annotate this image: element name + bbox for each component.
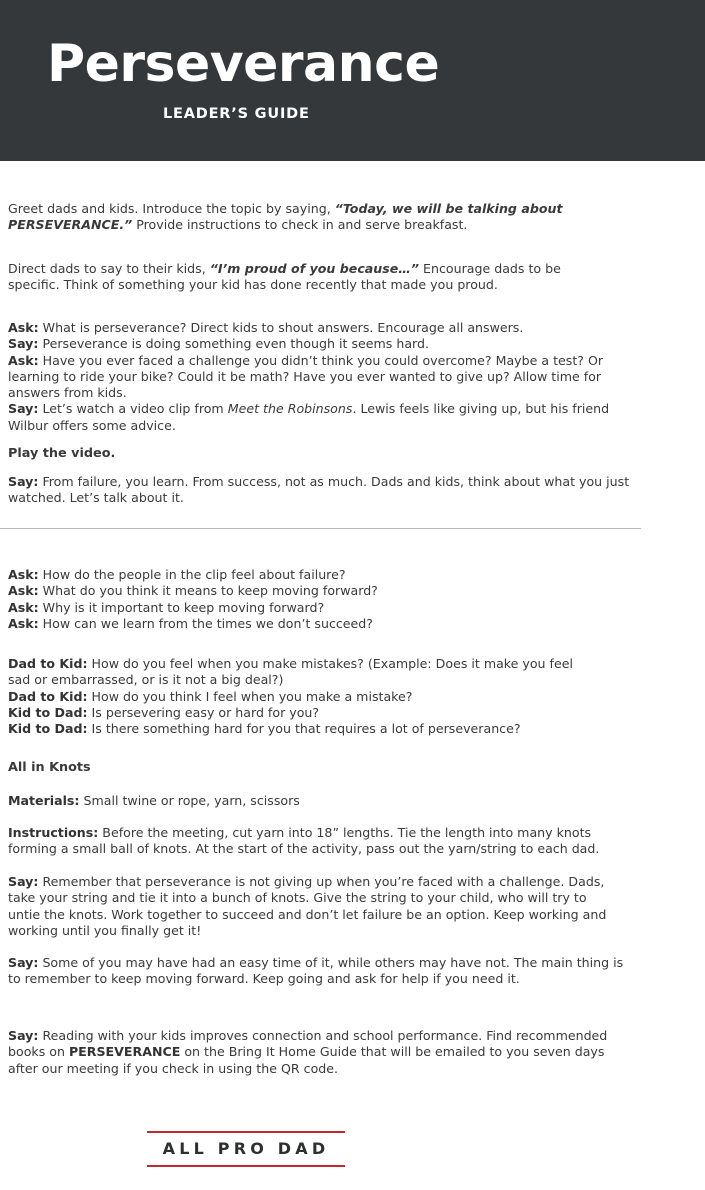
question-text: How do the people in the clip feel about failure? (38, 567, 346, 582)
say-text: Perseverance is doing something even though it seems hard. (38, 336, 429, 352)
say-label: Say: (8, 474, 39, 489)
ask-label: Ask: (8, 320, 39, 335)
ask-text-cont: answers from kids. (8, 385, 127, 401)
intro-text: Greet dads and kids. Introduce the topic by saying, (8, 201, 335, 216)
prompt-text: How do you think I feel when you make a mistake? (87, 688, 413, 704)
reading-text: Reading with your kids improves connection and school performance. Find recommended (38, 1028, 608, 1043)
say-label: Say: (8, 336, 39, 352)
intro-quote-topic: PERSEVERANCE.” (8, 217, 133, 233)
intro-paragraph (8, 201, 668, 234)
activity-title: All in Knots (8, 760, 91, 775)
ask-label: Ask: (8, 615, 39, 631)
say-text: Some of you may have had an easy time of it, while others may have not. The main thing is (38, 955, 624, 970)
logo-bottom-bar (147, 1165, 345, 1167)
header-banner (0, 0, 705, 161)
prompt-text: How do you feel when you make mistakes? (Example: Does it make you feel (87, 656, 573, 671)
proud-paragraph (8, 261, 668, 294)
say-text: From failure, you learn. From success, not as much. Dads and kids, think about what you just (38, 474, 630, 489)
say-label: Say: (8, 401, 39, 417)
instructions-label: Instructions: (8, 825, 99, 840)
proud-text-b: Encourage dads to be (419, 261, 561, 276)
section-divider (0, 528, 641, 529)
video-intro-block (8, 320, 668, 434)
reading-text-cont: after our meeting if you check in using the QR code. (8, 1060, 339, 1076)
ask-label: Ask: (8, 567, 39, 582)
say-text-cont: to remember to keep moving forward. Keep going and ask for help if you need it. (8, 971, 520, 987)
proud-text: Direct dads to say to their kids, (8, 261, 210, 276)
say-text: . Lewis feels like giving up, but his friend (352, 401, 610, 417)
prompt-text: Is persevering easy or hard for you? (87, 704, 320, 720)
say-text: Remember that perseverance is not giving up when you’re faced with a challenge. Dads, (38, 874, 605, 889)
materials-line (8, 793, 668, 809)
prompt-label: Dad to Kid: (8, 688, 88, 704)
prompt-text-cont: sad or embarrassed, or is it not a big deal?) (8, 672, 284, 688)
intro-quote: “Today, we will be talking about (334, 201, 563, 216)
activity-closing-paragraph (8, 955, 668, 988)
materials-text: Small twine or rope, yarn, scissors (79, 793, 300, 808)
ask-label: Ask: (8, 352, 39, 368)
reading-topic: PERSEVERANCE (68, 1044, 181, 1060)
prompt-label: Kid to Dad: (8, 721, 88, 737)
ask-label: Ask: (8, 583, 39, 599)
reading-text: books on (8, 1044, 69, 1060)
movie-title: Meet the Robinsons (227, 401, 353, 417)
all-pro-dad-logo (147, 1131, 345, 1167)
video-followup (8, 474, 668, 507)
say-label: Say: (8, 955, 39, 970)
materials-label: Materials: (8, 793, 80, 808)
logo-text: ALL PRO DAD (162, 1139, 330, 1158)
ask-label: Ask: (8, 599, 39, 615)
question-text: What do you think it means to keep moving forward? (38, 583, 378, 599)
prompt-text: Is there something hard for you that requires a lot of perseverance? (87, 721, 521, 737)
question-text: Why is it important to keep moving forward? (38, 599, 325, 615)
say-label: Say: (8, 874, 39, 889)
say-text-cont: watched. Let’s talk about it. (8, 490, 184, 506)
play-video-instruction: Play the video. (8, 446, 116, 461)
instructions-text: Before the meeting, cut yarn into 18” lengths. Tie the length into many knots (98, 825, 592, 840)
reading-text: on the Bring It Home Guide that will be emailed to you seven days (180, 1044, 605, 1060)
ask-text-cont: learning to ride your bike? Could it be math? Have you ever wanted to give up? Allow time for (8, 368, 602, 384)
prompt-label: Dad to Kid: (8, 656, 88, 671)
instructions-paragraph (8, 825, 668, 858)
page-subtitle: LEADER’S GUIDE (163, 106, 310, 122)
proud-quote: “I’m proud of you because…” (209, 261, 420, 276)
discussion-questions (8, 567, 668, 632)
proud-text-c: specific. Think of something your kid has done recently that made you proud. (8, 277, 498, 293)
say-text-cont: take your string and tie it into a bunch of knots. Give the string to your child, who will try to (8, 890, 587, 906)
say-label: Say: (8, 1028, 39, 1043)
reading-paragraph (8, 1028, 668, 1077)
logo-top-bar (147, 1131, 345, 1133)
say-text: Let’s watch a video clip from (38, 401, 228, 417)
say-text-cont: working until you finally get it! (8, 922, 202, 938)
activity-say-paragraph (8, 874, 668, 939)
page-title: Perseverance (47, 34, 440, 94)
say-text-cont: untie the knots. Work together to succeed and don’t let failure be an option. Keep working and (8, 906, 607, 922)
prompt-label: Kid to Dad: (8, 704, 88, 720)
say-text-cont: Wilbur offers some advice. (8, 417, 176, 433)
question-text: How can we learn from the times we don’t succeed? (38, 615, 373, 631)
dad-kid-prompts (8, 656, 668, 737)
instructions-text-cont: forming a small ball of knots. At the start of the activity, pass out the yarn/string to each dad. (8, 841, 600, 857)
ask-text: Have you ever faced a challenge you didn’t think you could overcome? Maybe a test? Or (38, 352, 604, 368)
ask-text: What is perseverance? Direct kids to shout answers. Encourage all answers. (38, 320, 524, 335)
intro-text-end: Provide instructions to check in and serve breakfast. (132, 217, 468, 233)
